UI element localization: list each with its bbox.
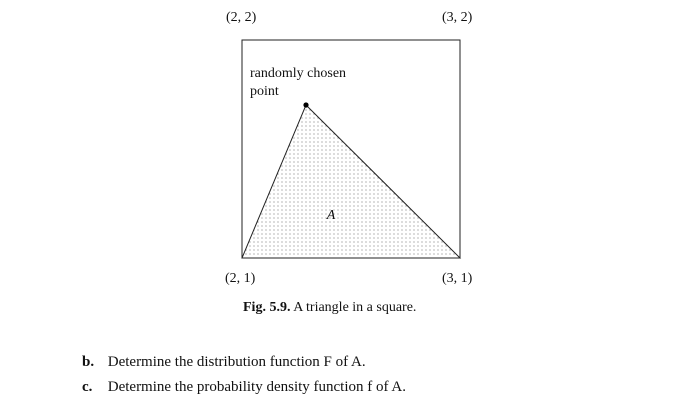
question-letter: c. bbox=[82, 379, 93, 395]
question-c bbox=[82, 375, 406, 400]
corner-label-top-left: (2, 2) bbox=[226, 10, 257, 25]
exercise-questions bbox=[82, 350, 406, 400]
point-label bbox=[250, 65, 346, 101]
figure-caption bbox=[243, 300, 416, 316]
triangle-region bbox=[242, 105, 460, 258]
corner-label-top-right: (3, 2) bbox=[442, 10, 473, 25]
corner-label-bottom-right: (3, 1) bbox=[442, 271, 473, 286]
corner-label-bottom-left: (2, 1) bbox=[225, 271, 256, 286]
region-label: A bbox=[326, 208, 336, 223]
question-letter: b. bbox=[82, 354, 95, 370]
random-point-marker bbox=[303, 102, 308, 107]
figure-caption-label: Fig. 5.9. bbox=[243, 300, 291, 315]
question-text: Determine the distribution function F of A. bbox=[107, 354, 366, 370]
point-label-line-2: point bbox=[250, 84, 279, 99]
figure-caption-text: A triangle in a square. bbox=[293, 300, 417, 315]
question-b bbox=[82, 350, 406, 375]
question-text: Determine the probability density function f of A. bbox=[107, 379, 407, 395]
point-label-line-1: randomly chosen bbox=[250, 66, 347, 81]
